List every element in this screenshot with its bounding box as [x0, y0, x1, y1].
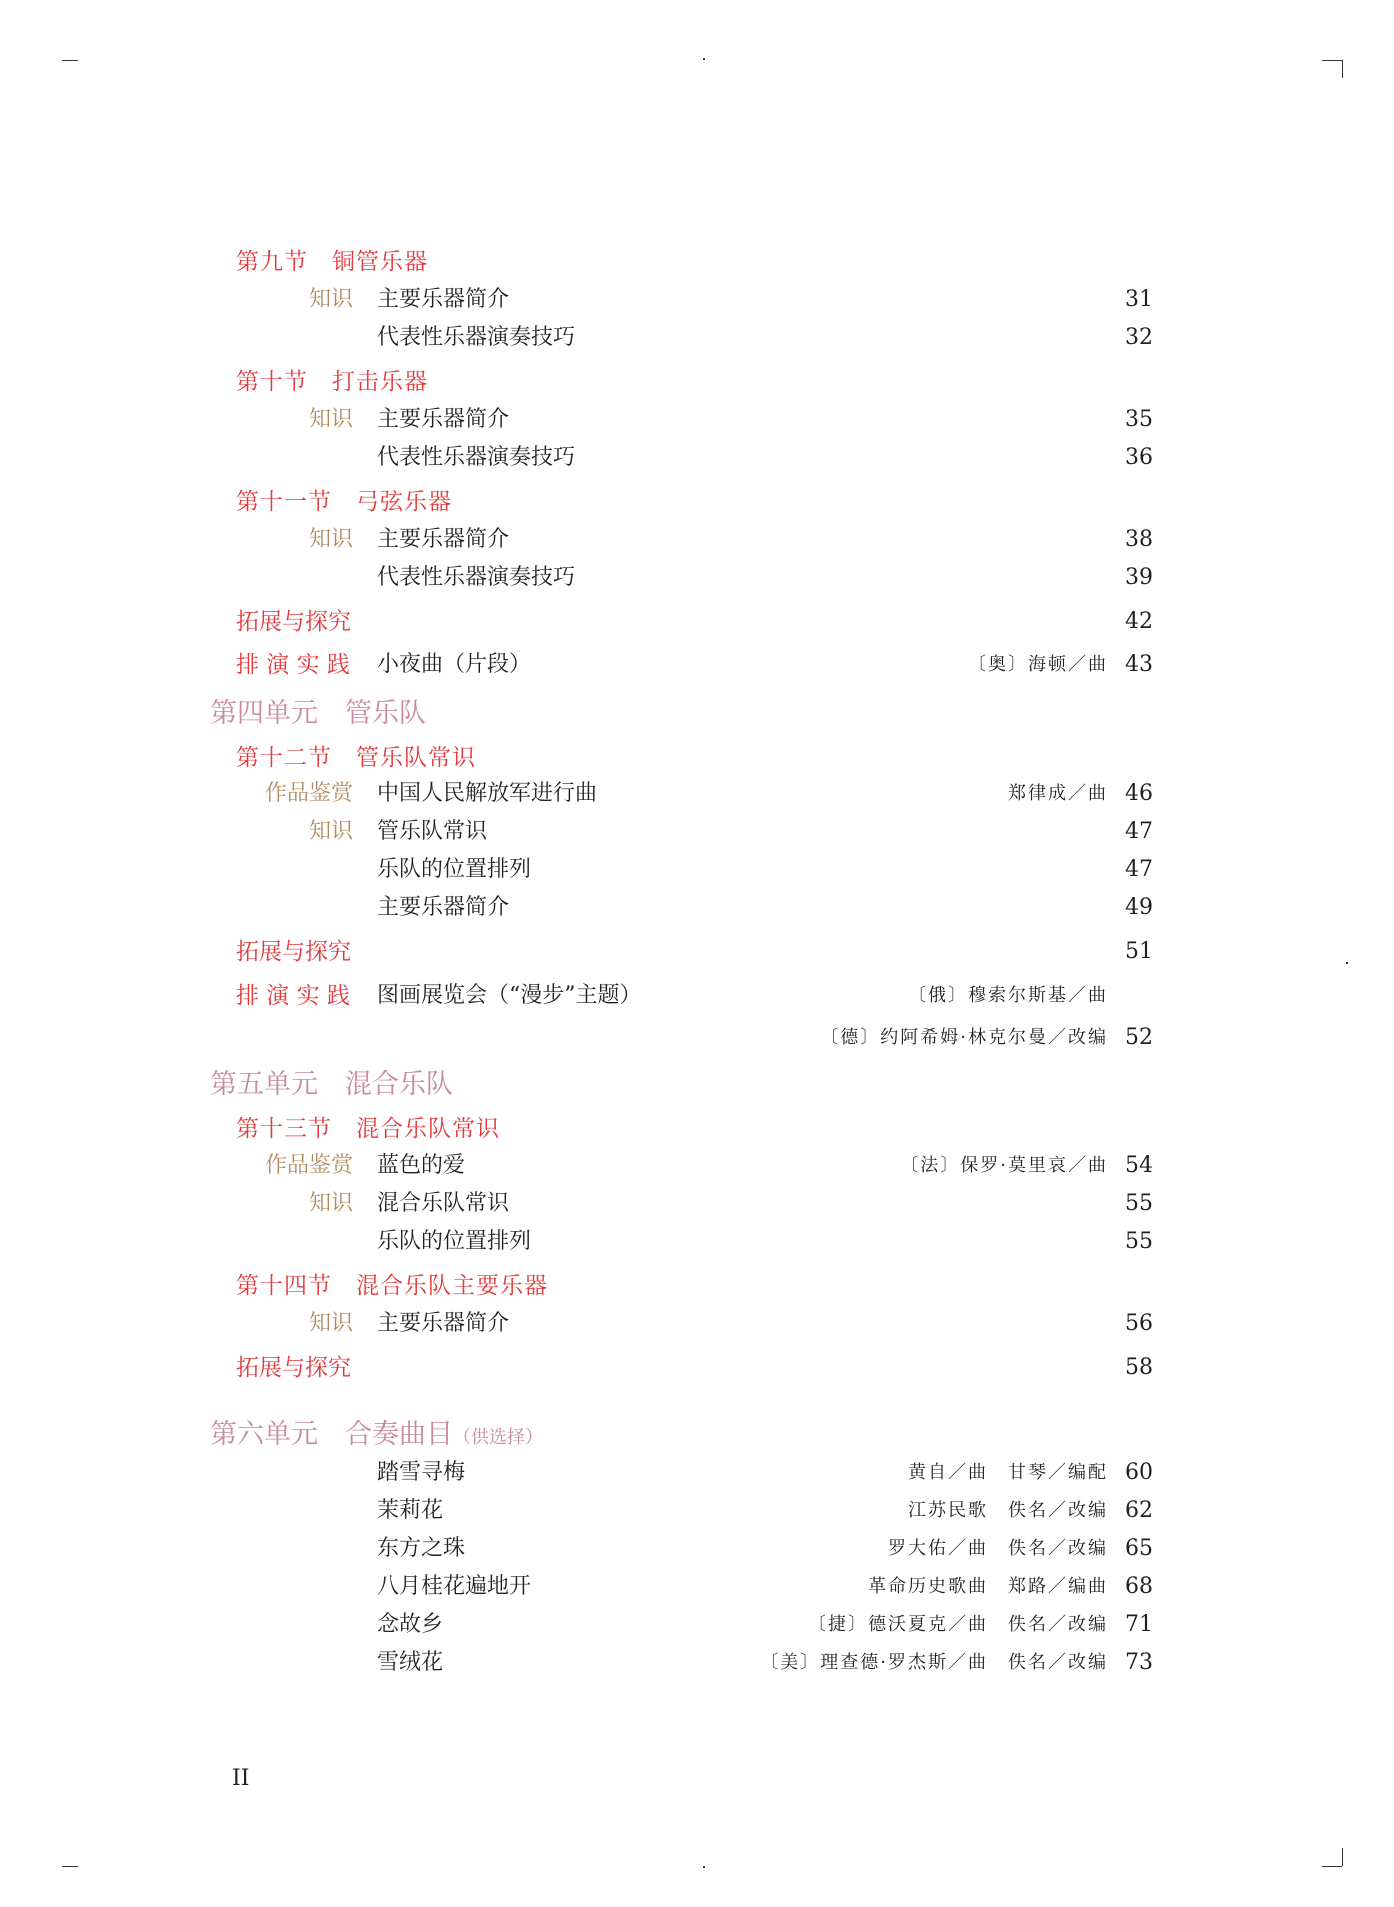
toc-row	[0, 245, 1394, 279]
activity-heading: 排 演 实 践	[236, 652, 350, 678]
toc-entry-title[interactable]: 东方之珠	[377, 1536, 466, 1561]
composer-credit: 〔德〕约阿希姆·林克尔曼／改编	[820, 1027, 1108, 1048]
section-heading: 第十节 打击乐器	[236, 369, 428, 395]
toc-row	[0, 1608, 1394, 1642]
page-number[interactable]: 68	[1125, 1574, 1153, 1599]
toc-row	[0, 1021, 1394, 1055]
activity-heading: 拓展与探究	[236, 609, 351, 635]
page-number[interactable]: 55	[1125, 1191, 1153, 1216]
section-heading: 第十一节 弓弦乐器	[236, 489, 452, 515]
unit-heading	[210, 1418, 543, 1455]
toc-row	[0, 283, 1394, 317]
composer-credit: 〔捷〕德沃夏克／曲 佚名／改编	[808, 1614, 1108, 1635]
page-number[interactable]: 47	[1125, 819, 1153, 844]
toc-row	[0, 697, 1394, 731]
page-number[interactable]: 39	[1125, 565, 1153, 590]
entry-category-label: 知识	[308, 287, 353, 312]
page-number[interactable]: 51	[1125, 939, 1153, 964]
entry-category-label: 作品鉴赏	[264, 1153, 353, 1178]
composer-credit: 〔法〕保罗·莫里哀／曲	[900, 1155, 1108, 1176]
page-number[interactable]: 42	[1125, 609, 1153, 634]
page-number[interactable]: 65	[1125, 1536, 1153, 1561]
section-heading: 第十二节 管乐队常识	[236, 745, 476, 771]
toc-entry-title[interactable]: 代表性乐器演奏技巧	[377, 325, 576, 350]
toc-row	[0, 1456, 1394, 1490]
toc-row	[0, 441, 1394, 475]
toc-row	[0, 403, 1394, 437]
page-number[interactable]: 56	[1125, 1311, 1153, 1336]
toc-row	[0, 741, 1394, 775]
toc-row	[0, 523, 1394, 557]
toc-entry-title[interactable]: 图画展览会（“漫步”主题）	[377, 983, 642, 1008]
toc-row	[0, 935, 1394, 969]
page-number[interactable]: 49	[1125, 895, 1153, 920]
toc-row	[0, 979, 1394, 1013]
composer-credit: 黄自／曲 甘琴／编配	[908, 1462, 1108, 1483]
composer-credit: 〔奥〕海顿／曲	[968, 654, 1108, 675]
page-number[interactable]: 71	[1125, 1612, 1153, 1637]
toc-entry-title[interactable]: 蓝色的爱	[377, 1153, 466, 1178]
section-heading: 第九节 铜管乐器	[236, 249, 428, 275]
toc-entry-title[interactable]: 主要乐器简介	[377, 287, 510, 312]
toc-row	[0, 853, 1394, 887]
composer-credit: 罗大佑／曲 佚名／改编	[888, 1538, 1108, 1559]
activity-heading: 拓展与探究	[236, 1355, 351, 1381]
entry-category-label: 作品鉴赏	[264, 781, 353, 806]
page-number[interactable]: 55	[1125, 1229, 1153, 1254]
page-number[interactable]: 38	[1125, 527, 1153, 552]
page-number[interactable]: 60	[1125, 1460, 1153, 1485]
entry-category-label: 知识	[308, 527, 353, 552]
unit-heading: 第五单元 混合乐队	[210, 1069, 453, 1100]
toc-row	[0, 815, 1394, 849]
toc-entry-title[interactable]: 乐队的位置排列	[377, 1229, 532, 1254]
toc-entry-title[interactable]: 雪绒花	[377, 1650, 444, 1675]
page-number[interactable]: 47	[1125, 857, 1153, 882]
composer-credit: 革命历史歌曲 郑路／编曲	[868, 1576, 1108, 1597]
page-number[interactable]: 54	[1125, 1153, 1153, 1178]
toc-entry-title[interactable]: 代表性乐器演奏技巧	[377, 445, 576, 470]
unit-heading: 第四单元 管乐队	[210, 698, 426, 729]
page-number[interactable]: 31	[1125, 287, 1153, 312]
section-heading: 第十三节 混合乐队常识	[236, 1116, 500, 1142]
toc-entry-title[interactable]: 主要乐器简介	[377, 1311, 510, 1336]
toc-entry-title[interactable]: 主要乐器简介	[377, 407, 510, 432]
composer-credit: 〔美〕理查德·罗杰斯／曲 佚名／改编	[760, 1652, 1108, 1673]
toc-entry-title[interactable]: 中国人民解放军进行曲	[377, 781, 598, 806]
page-number[interactable]: 43	[1125, 652, 1153, 677]
toc-entry-title[interactable]: 代表性乐器演奏技巧	[377, 565, 576, 590]
toc-row	[0, 1570, 1394, 1604]
toc-row	[0, 485, 1394, 519]
page-folio-row	[0, 1762, 1394, 1796]
entry-category-label: 知识	[308, 819, 353, 844]
toc-row	[0, 1646, 1394, 1680]
composer-credit: 江苏民歌 佚名／改编	[908, 1500, 1108, 1521]
toc-row	[0, 1149, 1394, 1183]
crop-mark-top-right-h	[1322, 60, 1342, 61]
toc-row	[0, 605, 1394, 639]
activity-heading: 排 演 实 践	[236, 983, 350, 1009]
toc-row	[0, 1112, 1394, 1146]
crop-mark-bottom-center	[703, 1866, 705, 1868]
toc-row	[0, 1225, 1394, 1259]
toc-row	[0, 1068, 1394, 1102]
toc-row	[0, 648, 1394, 682]
page-number[interactable]: 73	[1125, 1650, 1153, 1675]
entry-category-label: 知识	[308, 1311, 353, 1336]
entry-category-label: 知识	[308, 1191, 353, 1216]
page-number[interactable]: 58	[1125, 1355, 1153, 1380]
toc-entry-title[interactable]: 乐队的位置排列	[377, 857, 532, 882]
crop-mark-bottom-left	[62, 1866, 78, 1867]
activity-heading: 拓展与探究	[236, 939, 351, 965]
toc-entry-title[interactable]: 踏雪寻梅	[377, 1460, 466, 1485]
crop-mark-top-center	[703, 58, 705, 60]
toc-row	[0, 777, 1394, 811]
toc-row	[0, 1418, 1394, 1452]
toc-entry-title[interactable]: 混合乐队常识	[377, 1191, 510, 1216]
page-number[interactable]: 52	[1125, 1025, 1153, 1050]
toc-entry-title[interactable]: 主要乐器简介	[377, 527, 510, 552]
composer-credit: 〔俄〕穆索尔斯基／曲	[908, 985, 1108, 1006]
entry-category-label: 知识	[308, 407, 353, 432]
crop-mark-bottom-right-h	[1322, 1866, 1342, 1867]
page-number[interactable]: 35	[1125, 407, 1153, 432]
toc-entry-title[interactable]: 八月桂花遍地开	[377, 1574, 532, 1599]
toc-entry-title[interactable]: 念故乡	[377, 1612, 444, 1637]
crop-mark-top-right-v	[1342, 60, 1343, 78]
toc-row	[0, 1494, 1394, 1528]
toc-row	[0, 561, 1394, 595]
toc-row	[0, 365, 1394, 399]
toc-row	[0, 1187, 1394, 1221]
page-number[interactable]: 46	[1125, 781, 1153, 806]
toc-entry-title[interactable]: 管乐队常识	[377, 819, 488, 844]
page-number[interactable]: 36	[1125, 445, 1153, 470]
crop-mark-top-left	[62, 60, 78, 61]
composer-credit: 郑律成／曲	[1008, 783, 1108, 804]
toc-row	[0, 1351, 1394, 1385]
toc-row	[0, 1307, 1394, 1341]
page-number[interactable]: 32	[1125, 325, 1153, 350]
toc-row	[0, 1269, 1394, 1303]
toc-row	[0, 321, 1394, 355]
page-folio: II	[232, 1766, 250, 1791]
unit-note: （供选择）	[453, 1427, 543, 1448]
page-number[interactable]: 62	[1125, 1498, 1153, 1523]
section-heading: 第十四节 混合乐队主要乐器	[236, 1273, 548, 1299]
toc-entry-title[interactable]: 主要乐器简介	[377, 895, 510, 920]
toc-row	[0, 1532, 1394, 1566]
toc-entry-title[interactable]: 茉莉花	[377, 1498, 444, 1523]
toc-entry-title[interactable]: 小夜曲（片段）	[377, 652, 532, 677]
crop-mark-bottom-right-v	[1342, 1848, 1343, 1866]
unit-title-text: 第六单元 合奏曲目	[210, 1419, 453, 1450]
toc-row	[0, 891, 1394, 925]
